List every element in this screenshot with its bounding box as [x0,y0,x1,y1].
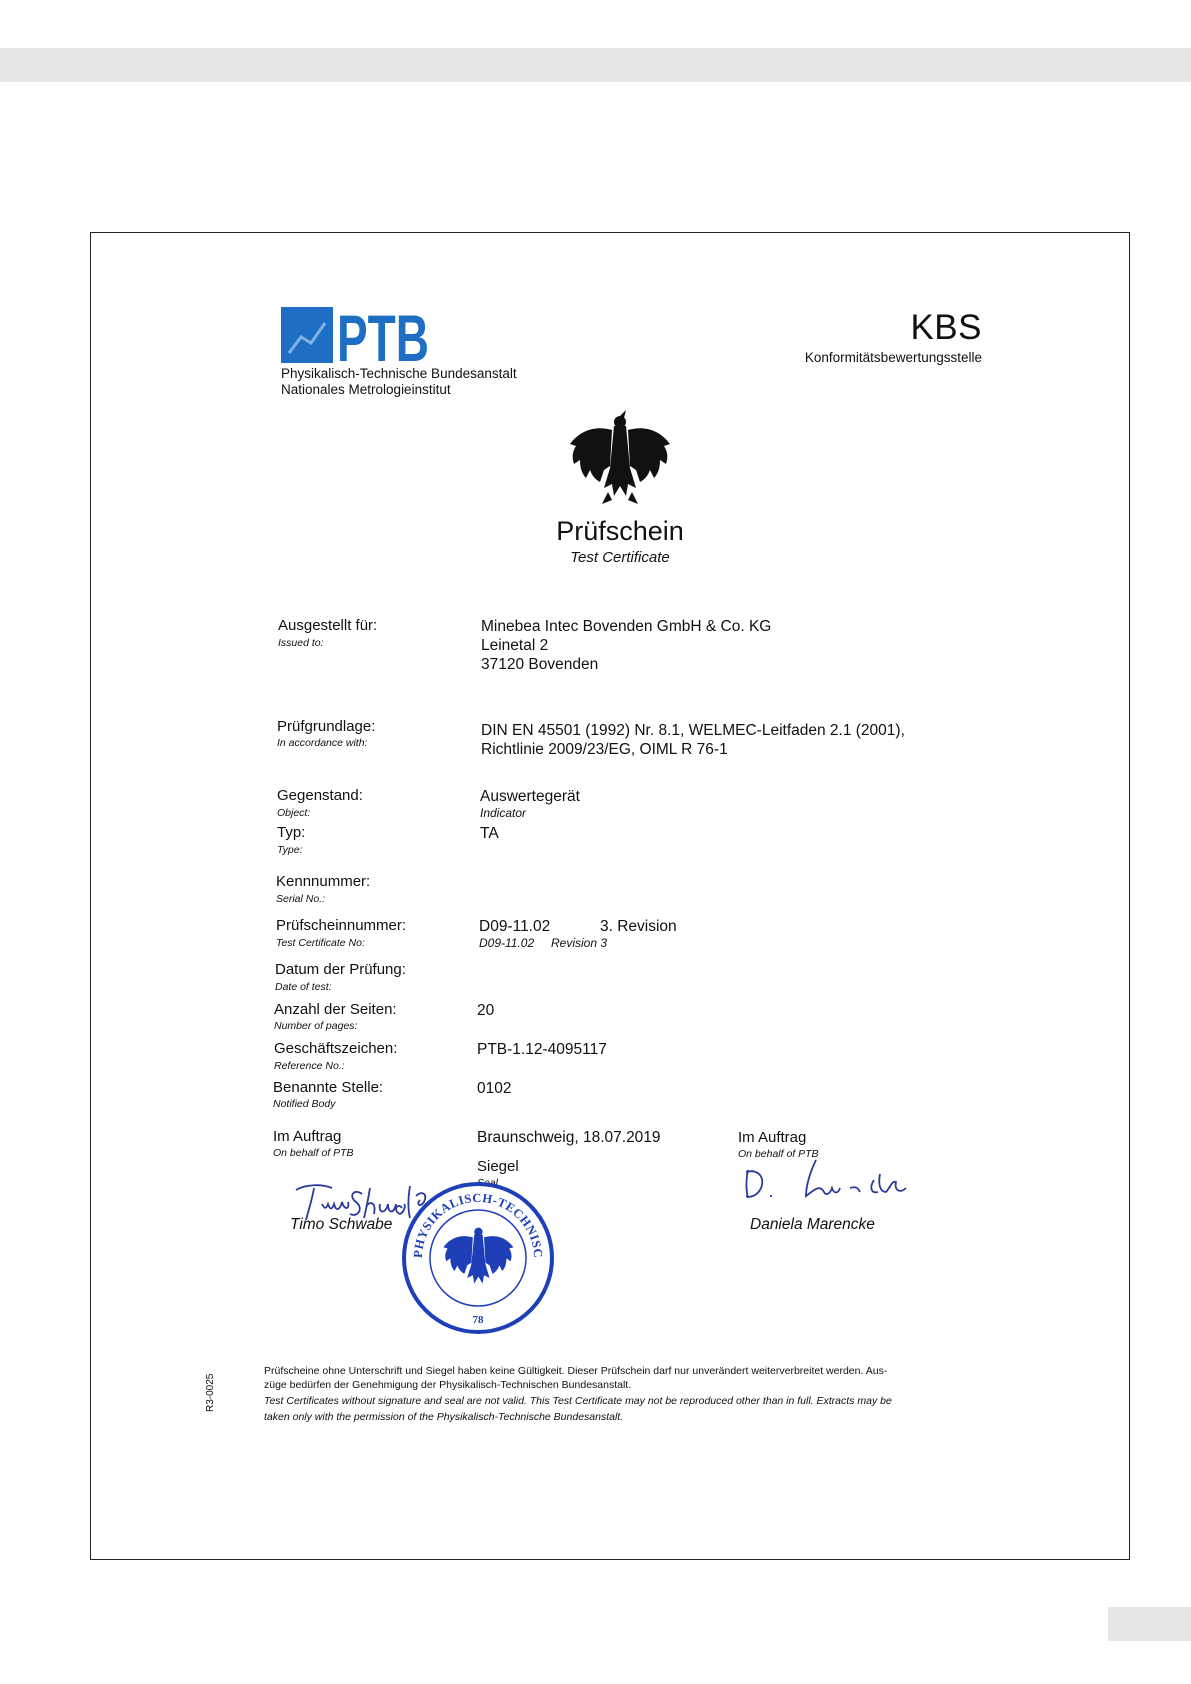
reference-sublabel: Reference No.: [274,1060,345,1072]
right-signatory-name: Daniela Marencke [750,1216,875,1233]
left-on-behalf-sub: On behalf of PTB [273,1147,354,1159]
basis-sublabel: In accordance with: [277,737,368,749]
top-bar [0,48,1191,82]
pages-sublabel: Number of pages: [274,1020,358,1032]
notified-value: 0102 [477,1080,512,1097]
type-value: TA [480,825,499,842]
seal-sublabel: Seal [477,1177,499,1189]
cert-no-sublabel: Test Certificate No: [276,937,365,949]
validity-notice [264,1364,964,1424]
left-on-behalf-label: Im Auftrag [273,1128,342,1145]
issued-value-line1: Minebea Intec Bovenden GmbH & Co. KG [481,618,772,635]
object-sublabel: Object: [277,807,311,819]
notice-en-line2: taken only with the permission of the Physikalisch-Technische Bundesanstalt. [264,1411,624,1423]
basis-label: Prüfgrundlage: [277,718,376,735]
place-date: Braunschweig, 18.07.2019 [477,1129,661,1146]
kbs-subtitle: Konformitätsbewertungsstelle [804,350,982,365]
cert-no-value-sub: D09-11.02 [479,936,535,950]
basis-value [481,721,905,759]
type-label: Typ: [277,824,306,841]
reference-value: PTB-1.12-4095117 [477,1041,607,1058]
ptb-logo [281,307,431,368]
issued-value [481,617,771,674]
svg-text:PTB: PTB [337,307,429,363]
cert-no-label: Prüfscheinnummer: [276,917,407,934]
serial-label: Kennnummer: [276,873,371,890]
notice-de-line1: Prüfscheine ohne Unterschrift und Siegel haben keine Gültigkeit. Dieser Prüfschein darf nur unverändert weiterverbreitet werden. Aus- [264,1365,888,1377]
title-en: Test Certificate [570,549,670,566]
serial-sublabel: Serial No.: [276,893,326,905]
date-sublabel: Date of test: [275,981,332,993]
document-title [500,515,740,566]
notified-label: Benannte Stelle: [273,1079,384,1096]
ptb-seal-icon [400,1180,556,1341]
cert-revision-sub: Revision 3 [551,936,608,950]
basis-value-line1: DIN EN 45501 (1992) Nr. 8.1, WELMEC-Leitfaden 2.1 (2001), [481,722,905,739]
right-on-behalf-label: Im Auftrag [738,1129,807,1146]
ptb-name-line1: Physikalisch-Technische Bundesanstalt [281,366,517,381]
issued-value-line3: 37120 Bovenden [481,656,599,673]
page-number-tab [1108,1607,1191,1641]
reference-label: Geschäftszeichen: [274,1040,398,1057]
federal-eagle-icon [568,408,672,511]
pages-label: Anzahl der Seiten: [274,1001,397,1018]
cert-revision: 3. Revision [600,918,677,935]
ptb-name-line2: Nationales Metrologieinstitut [281,382,451,397]
svg-text:PHYSIKALISCH-TECHNISCHE BUNDES: PHYSIKALISCH-TECHNISC [410,1190,546,1259]
basis-value-line2: Richtlinie 2009/23/EG, OIML R 76-1 [481,741,728,758]
form-code: R3-0025 [205,1373,216,1412]
ptb-name [281,366,517,398]
issued-label: Ausgestellt für: [278,617,378,634]
title-de: Prüfschein [556,516,684,546]
date-label: Datum der Prüfung: [275,961,406,978]
right-on-behalf-sub: On behalf of PTB [738,1148,819,1160]
object-label: Gegenstand: [277,787,363,804]
object-value: Auswertegerät [480,788,580,805]
cert-no-value: D09-11.02 [479,918,551,935]
issued-value-line2: Leinetal 2 [481,637,549,654]
issued-sublabel: Issued to: [278,637,324,649]
kbs-logo [800,308,982,365]
notified-sublabel: Notified Body [273,1098,336,1110]
pages-value: 20 [477,1002,495,1019]
seal-label: Siegel [477,1158,519,1175]
left-signatory-name: Timo Schwabe [290,1216,393,1233]
object-value-sub: Indicator [480,806,527,820]
svg-text:78: 78 [472,1314,484,1326]
notice-de-line2: züge bedürfen der Genehmigung der Physikalisch-Technischen Bundesanstalt. [264,1379,632,1391]
kbs-logo-text: KBS [910,308,982,347]
right-signature-icon [740,1158,940,1213]
type-sublabel: Type: [277,844,303,856]
notice-en-line1: Test Certificates without signature and seal are not valid. This Test Certificate may not be reproduced other than in full. Extracts may be [264,1395,892,1407]
